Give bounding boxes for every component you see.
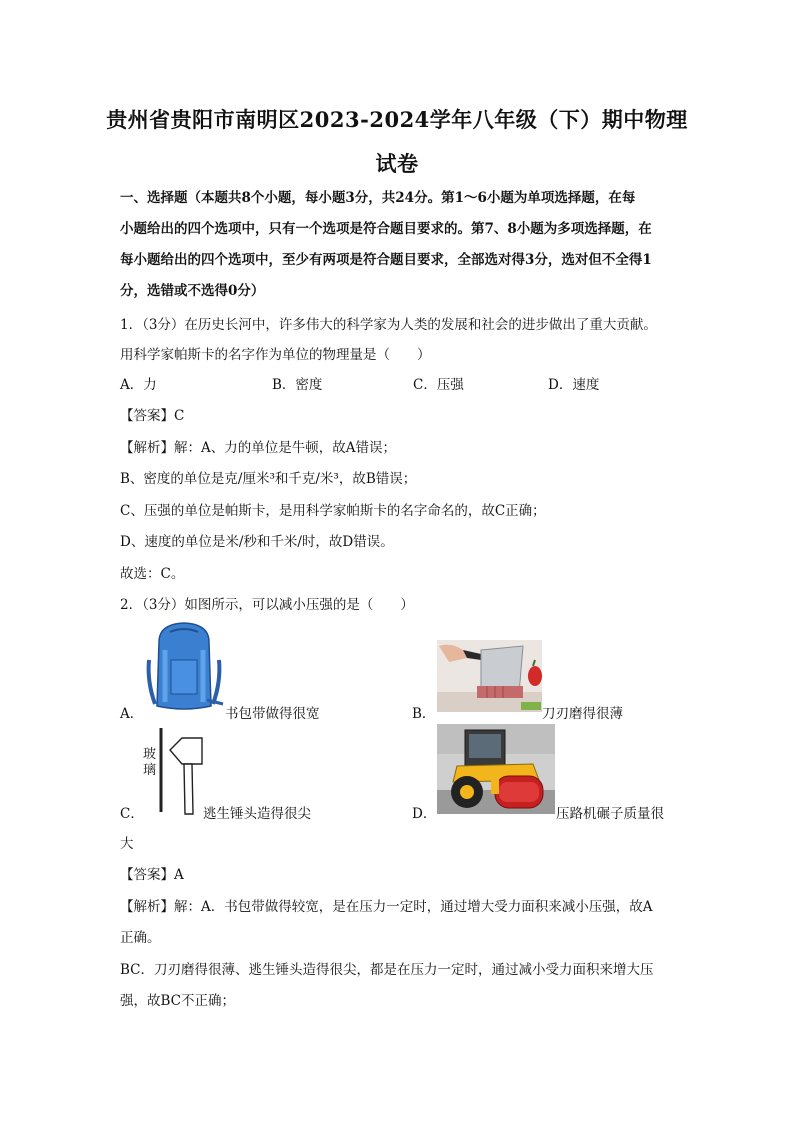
q1-analysis-line: 故选：C。 xyxy=(120,566,185,582)
q2-option-d-letter: D． xyxy=(412,806,437,822)
q2-option-d-text: 压路机碾子质量很 xyxy=(556,806,664,822)
q1-analysis-line: C、压强的单位是帕斯卡，是用科学家帕斯卡的名字命名的，故C正确； xyxy=(120,503,546,519)
q2-answer: 【答案】A xyxy=(120,867,184,883)
glass-label: 玻璃 xyxy=(143,747,157,778)
q1-option-b: B．密度 xyxy=(272,377,323,393)
question-1-stem: 用科学家帕斯卡的名字作为单位的物理量是（ ） xyxy=(120,347,431,363)
q1-analysis-line: B、密度的单位是克/厘米³和千克/米³，故B错误； xyxy=(120,471,417,487)
q1-analysis-line: D、速度的单位是米/秒和千米/时，故D错误。 xyxy=(120,534,394,550)
question-2-stem: 2．（3分）如图所示，可以减小压强的是（ ） xyxy=(120,597,414,613)
q1-option-c: C．压强 xyxy=(413,377,464,393)
q2-option-a-text: 书包带做得很宽 xyxy=(225,706,320,722)
q2-analysis-line: BC．刀刃磨得很薄、逃生锤头造得很尖，都是在压力一定时，通过减小受力面积来增大压 xyxy=(120,962,654,978)
section-intro-line: 一、选择题（本题共8个小题，每小题3分，共24分。第1～6小题为单项选择题，在每 xyxy=(120,190,636,206)
question-1-stem: 1．（3分）在历史长河中，许多伟大的科学家为人类的发展和社会的进步做出了重大贡献。 xyxy=(120,317,657,333)
section-intro-line: 每小题给出的四个选项中，至少有两项是符合题目要求，全部选对得3分，选对但不全得1 xyxy=(120,252,652,268)
knife-cutting-image xyxy=(437,640,542,712)
q2-analysis-line: 正确。 xyxy=(120,930,161,946)
q2-option-c-letter: C． xyxy=(120,806,144,822)
section-intro-line: 分，选错或不选得0分） xyxy=(120,283,265,299)
q1-analysis-line: 【解析】解：A、力的单位是牛顿，故A错误； xyxy=(120,440,396,456)
q2-option-b-letter: B． xyxy=(412,706,436,722)
q2-analysis-line: 强，故BC不正确； xyxy=(120,993,236,1009)
q2-analysis-line: 【解析】解：A．书包带做得较宽，是在压力一定时，通过增大受力面积来减小压强，故A xyxy=(120,899,653,915)
page-title-continued: 试卷 xyxy=(375,151,419,176)
q1-option-d: D．速度 xyxy=(548,377,600,393)
q2-option-a-letter: A． xyxy=(120,706,144,722)
q2-option-b-text: 刀刃磨得很薄 xyxy=(542,706,623,722)
section-intro-line: 小题给出的四个选项中，只有一个选项是符合题目要求的。第7、8小题为多项选择题，在 xyxy=(120,221,652,237)
q2-option-d-text-wrap: 大 xyxy=(120,836,134,852)
q1-option-a: A．力 xyxy=(120,377,157,393)
backpack-image xyxy=(143,620,225,712)
road-roller-image xyxy=(437,724,555,814)
page-title: 贵州省贵阳市南明区2023-2024学年八年级（下）期中物理 xyxy=(106,107,688,132)
q1-answer: 【答案】C xyxy=(120,408,185,424)
q2-option-c-text: 逃生锤头造得很尖 xyxy=(203,806,311,822)
